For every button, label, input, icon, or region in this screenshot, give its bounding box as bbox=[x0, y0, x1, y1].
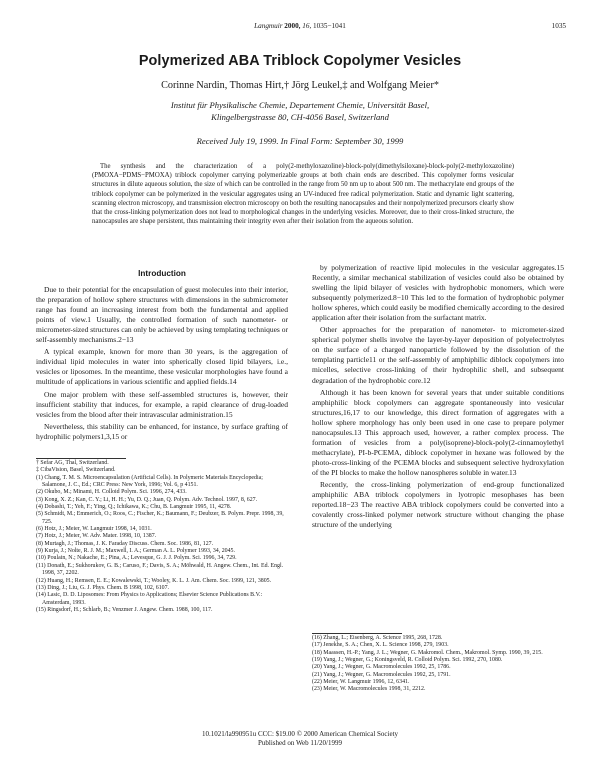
doi-copyright: 10.1021/la990951u CCC: $19.00 © 2000 American Chemical Society bbox=[201, 730, 399, 738]
affiliation-line-1: Institut für Physikalische Chemie, Departement Chemie, Universität Basel, bbox=[170, 100, 430, 110]
footnote-reference: (23) Meier, W. Macromolecules 1998, 31, 2212. bbox=[312, 686, 426, 693]
footnote-reference: (2) Okubo, M.; Minami, H. Colloid Polym. Sci. 1996, 274, 433. bbox=[36, 489, 187, 496]
footnote-reference: (21) Yang, J.; Wegner, G. Macromolecules 1992, 25, 1791. bbox=[312, 671, 451, 678]
footnote-reference: (5) Schmidt, M.; Emmerich, O.; Roos, C.; Fischer, K.; Baumann, F.; Deubzer, B. Polym. Prepr. 1998, 39, 725. bbox=[36, 511, 284, 525]
footnote-reference: (16) Zhang, L.; Eisenberg, A. Science 1995, 268, 1728. bbox=[312, 635, 443, 641]
body-paragraph: by polymerization of reactive lipid molecules in the vesicular aggregates.15 Recently, a similar mechanical stabilization of vesicles could also be obtained by swelling the lipid bilayer of vesicles with hydrophobic monomers, which were subsequently polymerized.8−10 This led to the formation of hydrophobic polymer hollow spheres, which could easily be modified chemically according to the desired application after their isolation from the surfactant matrix. bbox=[312, 263, 564, 323]
published-date: Published on Web 11/20/1999 bbox=[257, 739, 343, 747]
body-paragraph: Nevertheless, this stability can be enhanced, for instance, by surface grafting of hydrophilic polymers1,3,15 or bbox=[36, 421, 288, 441]
body-paragraph: One major problem with these self-assembled structures is, however, their insufficient stability that induces, for example, a rapid clearance of drug-loaded vesicles from the blood after their intravascular administration.15 bbox=[36, 389, 288, 419]
body-paragraph: Recently, the cross-linking polymerization of end-group functionalized amphiphilic ABA triblock copolymers in lyotropic mesophases has been reported.18−23 The reactive ABA triblock copolymers could be converted into a covalently cross-linked polymer network structure without changing the phase structure of the underlying bbox=[312, 479, 564, 530]
footnote-reference: (6) Hotz, J.; Meier, W. Langmuir 1998, 14, 1031. bbox=[36, 526, 152, 533]
article-authors: Corinne Nardin, Thomas Hirt,† Jörg Leukel,‡ and Wolfgang Meier* bbox=[161, 80, 439, 91]
footnote-reference: (15) Ringsdorf, H.; Schlarb, B.; Venzmer J. Angew. Chem. 1988, 100, 117. bbox=[36, 606, 213, 613]
footnote-reference: (19) Yang, J.; Wegner, G.; Koningsveld, R. Colloid Polym. Sci. 1992, 270, 1080. bbox=[312, 657, 503, 664]
running-head bbox=[0, 22, 600, 34]
right-column bbox=[312, 263, 564, 532]
footnote-reference: (10) Poulain, N.; Nakache, E.; Pina, A.; Levesque, G. J. J. Polym. Sci. 1996, 34, 729. bbox=[36, 555, 237, 562]
footnote-reference: (8) Murtagh, J.; Thomas, J. K. Faraday Discuss. Chem. Soc. 1986, 81, 127. bbox=[36, 540, 214, 547]
body-paragraph: Other approaches for the preparation of nanometer- to micrometer-sized spherical polymer shells involve the layer-by-layer deposition of polyelectrolytes on the surface of a charged nanoparticle followed by the dissolution of the templating particle11 or the self-assembly of amphiphilic diblock copolymers into micelles, selective cross-linking of their hydrophilic shell, and subsequent degradation of the hydrophobic core.12 bbox=[312, 325, 564, 385]
footnote-reference: (14) Lasic, D. D. Liposomes: From Physics to Applications; Elsevier Science Publications B.V.: Amsterdam, 1993. bbox=[36, 592, 263, 606]
footnote-divider-left bbox=[36, 458, 126, 459]
footnote-reference: (11) Donath, E.; Sukhorukov, G. B.; Caruso, F.; Davis, S. A.; Möhwald, H. Angew. Chem., Int. Ed. Engl. 1998, 37, 2202. bbox=[36, 562, 284, 577]
journal-volume: 16, bbox=[302, 22, 312, 30]
footnote-reference: (22) Meier, W. Langmuir 1996, 12, 6341. bbox=[312, 679, 410, 686]
introduction-heading: Introduction bbox=[138, 269, 186, 278]
footnote-reference: (12) Huang, H.; Remsen, E. E.; Kowalewski, T.; Wooley, K. L. J. Am. Chem. Soc. 1999, 121, 3805. bbox=[36, 577, 272, 584]
footnotes-right bbox=[312, 635, 564, 694]
body-paragraph: Due to their potential for the encapsulation of guest molecules into their interior, the preparation of hollow sphere structures with dimensions in the submicrometer range has found an increasing interest from both the fundamental and applied points of view.1 Usually, the controlled formation of such nanometer- or micrometer-sized structures can only be achieved by using templating techniques or self-assembly mechanisms.2−13 bbox=[36, 285, 288, 345]
footnote-reference: (17) Jenekhe, S. A.; Chen, X. L. Science 1998, 279, 1903. bbox=[312, 642, 449, 649]
left-column bbox=[36, 263, 288, 444]
footnote-reference: (4) Dobashi, T.; Yeh, F.; Ying, Q.; Ichikawa, K.; Chu, B. Langmuir 1995, 11, 4278. bbox=[36, 504, 232, 511]
article-title: Polymerized ABA Triblock Copolymer Vesicles bbox=[138, 53, 462, 69]
affiliation-line-2: Klingelbergstrasse 80, CH-4056 Basel, Switzerland bbox=[211, 112, 389, 122]
footnote-reference: † Sefar AG, Thal, Switzerland. bbox=[36, 460, 109, 466]
received-dates: Received July 19, 1999. In Final Form: September 30, 1999 bbox=[196, 136, 404, 146]
footnote-reference: (1) Chang, T. M. S. Microencapsulation (Artificial Cells). In Polymeric Materials Encyclopedia; Salamone, J. C., Ed.; CRC Press: New York, 1996; Vol. 6, p 4151. bbox=[36, 474, 263, 489]
footnote-divider-right bbox=[312, 633, 402, 634]
footnote-reference: ‡ CibaVision, Basel, Switzerland. bbox=[36, 467, 116, 474]
footnote-reference: (9) Kurja, J.; Nolte, R. J. M.; Maxwell, I. A.; German A. L. Polymer 1993, 34, 2045. bbox=[36, 548, 235, 555]
page-number: 1035 bbox=[551, 22, 566, 30]
journal-year: 2000, bbox=[284, 22, 301, 30]
footnote-reference: (7) Hotz, J.; Meier, W. Adv. Mater. 1998, 10, 1387. bbox=[36, 533, 157, 540]
page-footer bbox=[0, 730, 600, 748]
author-affiliation bbox=[0, 99, 600, 123]
journal-pages: 1035−1041 bbox=[313, 22, 346, 30]
abstract: The synthesis and the characterization of a poly(2-methyloxazoline)-block-poly(dimethylsiloxane)-block-poly(2-methyloxazoline) (PMOXA−PDMS−PMOXA) triblock copolymer carrying polymerizable groups at both chain ends are described. This copolymer forms vesicular structures in dilute aqueous solution, the size of which can be controlled in the range from 50 nm up to about 500 nm. The methacrylate end groups of the triblock copolymer can be polymerized in the vesicular aggregates using an UV-induced free radical polymerization. Static and dynamic light scattering, scanning electron microscopy, and transmission electron microscopy on both the resulting nanocapsules and their nonpolymerized precursors clearly show that the cross-linking polymerization does not lead to morphological changes in the underlying vesicles. Moreover, due to their cross-linked structure, the nanocapsules are shape persistent, thus maintaining their integrity even after their isolation from the aqueous solution. bbox=[92, 163, 514, 226]
body-paragraph: Although it has been known for several years that under suitable conditions amphiphilic block copolymers can aggregate spontaneously into vesicular structures,16,17 to our knowledge, this direct formation of aggregates with a hollow sphere morphology has only been used in one case to prepare polymer nanocapsules.13 This approach used, however, a rather complex process. The formation of vesicles from a poly(isoprene)-block-poly(2-cinnamoylethyl methacrylate), PI-b-PCEMA, diblock copolymer in hexane was followed by the photo-cross-linking of the PCEMA blocks and subsequent selective hydroxylation of the PI blocks to make the hollow nanospheres soluble in water.13 bbox=[312, 387, 564, 477]
footnote-reference: (13) Ding, J.; Liu, G. J. Phys. Chem. B 1998, 102, 6107. bbox=[36, 584, 170, 591]
footnote-reference: (18) Maassen, H.-P.; Yang, J. L.; Wegner, G. Makromol. Chem., Makromol. Symp. 1990, 39, 215. bbox=[312, 649, 543, 656]
footnote-reference: (20) Yang, J.; Wegner, G. Macromolecules 1992, 25, 1786. bbox=[312, 664, 451, 671]
body-paragraph: A typical example, known for more than 30 years, is the aggregation of individual lipid molecules in water into spherically closed lipid bilayers, i.e., vesicles or liposomes. In the meantime, these vesicular morphologies have found a multitude of applications in various scientific and applied fields.14 bbox=[36, 347, 288, 387]
journal-name: Langmuir bbox=[254, 22, 283, 30]
footnote-reference: (3) Kong, X. Z.; Kan, C. Y.; Li, H. H.; Yu, D. Q.; Juan, Q. Polym. Adv. Technol. 1997, 8, 627. bbox=[36, 496, 258, 503]
running-head-citation bbox=[0, 22, 600, 30]
footnotes-left bbox=[36, 460, 288, 614]
